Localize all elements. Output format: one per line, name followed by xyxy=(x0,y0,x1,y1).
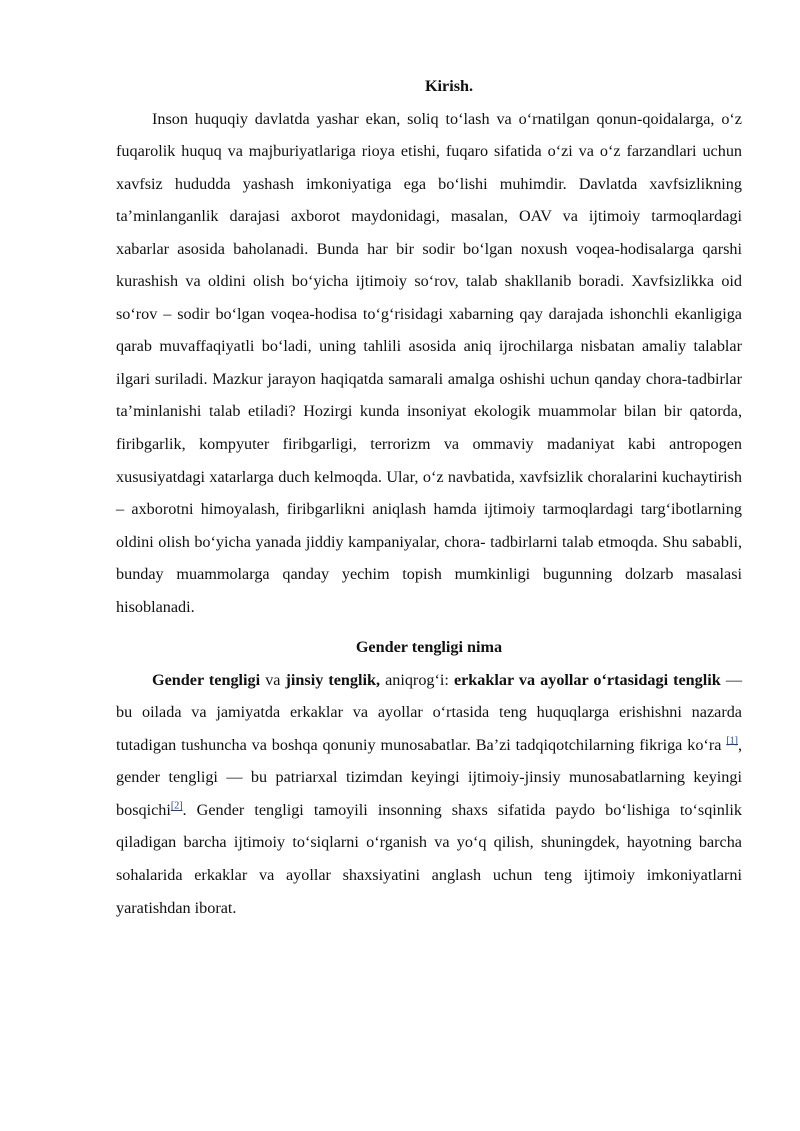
text-fragment: va xyxy=(260,670,286,689)
text-fragment: . Gender tengligi tamoyili insonning shaxs sifatida paydo bo‘lishiga to‘sqinlik qiladigan barcha ijtimoiy to‘siqlarni o‘rganish va yo‘q qilish, shuningdek, hayotning barcha sohalarida erkaklar va ayollar shaxsiyatini anglash uchun teng ijtimoiy imkoniyatlarni yaratishdan iborat. xyxy=(116,800,742,917)
section-heading-intro: Kirish. xyxy=(424,77,474,95)
gender-paragraph xyxy=(116,664,742,924)
footnote-link-2[interactable]: [2] xyxy=(170,800,183,812)
term-sexual-equality: jinsiy tenglik, xyxy=(285,670,381,689)
text-fragment: aniqrog‘i: xyxy=(380,670,454,689)
term-men-women-equality: erkaklar va ayollar o‘rtasidagi tenglik xyxy=(453,670,721,689)
intro-paragraph: Inson huquqiy davlatda yashar ekan, soliq to‘lash va o‘rnatilgan qonun-qoidalarga, o‘z fuqarolik huquq va majburiyatlariga rioya etishi, fuqaro sifatida o‘zi va o‘z farzandlari uchun xavfsiz hududda yashash imkoniyatiga ega bo‘lishi muhimdir. Davlatda xavfsizlikning ta’minlanganlik darajasi axborot maydonidagi, masalan, OAV va ijtimoiy tarmoqlardagi xabarlar asosida baholanadi. Bunda har bir sodir bo‘lgan noxush voqea-hodisalarga qarshi kurashish va oldini olish bo‘yicha ijtimoiy so‘rov, talab shakllanib boradi. Xavfsizlikka oid so‘rov – sodir bo‘lgan voqea-hodisa to‘g‘risidagi xabarning qay darajada ishonchli ekanligiga qarab muvaffaqiyatli bo‘ladi, uning tahlili asosida aniq ijrochilarga nisbatan amaliy talablar ilgari suriladi. Mazkur jarayon haqiqatda samarali amalga oshishi uchun qanday chora-tadbirlar ta’minlanishi talab etiladi? Hozirgi kunda insoniyat ekologik muammolar bilan bir qatorda, firibgarlik, kompyuter firibgarligi, terrorizm va ommaviy madaniyat kabi antropogen xususiyatdagi xatarlarga duch kelmoqda. Ular, o‘z navbatida, xavfsizlik choralarini kuchaytirish – axborotni himoyalash, firibgarlikni aniqlash hamda ijtimoiy tarmoqlardagi targ‘ibotlarning oldini olish bo‘yicha yanada jiddiy kampaniyalar, chora- tadbirlarni talab etmoqda. Shu sababli, bunday muammolarga qanday yechim topish mumkinligi bugunning dolzarb masalasi hisoblanadi. xyxy=(116,109,742,616)
text-fragment: — bu oilada va jamiyatda erkaklar va ayollar o‘rtasida teng huquqlarga erishishni nazarda tutadigan tushuncha va boshqa qonuniy munosabatlar. Ba’zi tadqiqotchilarning fikriga ko‘ra xyxy=(116,670,742,754)
term-gender-equality: Gender tengligi xyxy=(152,670,261,689)
document-page xyxy=(116,70,742,924)
footnote-link-1[interactable]: [1] xyxy=(726,735,738,747)
text-fragment: , gender tengligi — bu patriarxal tizimdan keyingi ijtimoiy-jinsiy munosabatlarning keyingi bosqichi xyxy=(116,735,742,819)
section-heading-gender: Gender tengligi nima xyxy=(355,638,503,657)
